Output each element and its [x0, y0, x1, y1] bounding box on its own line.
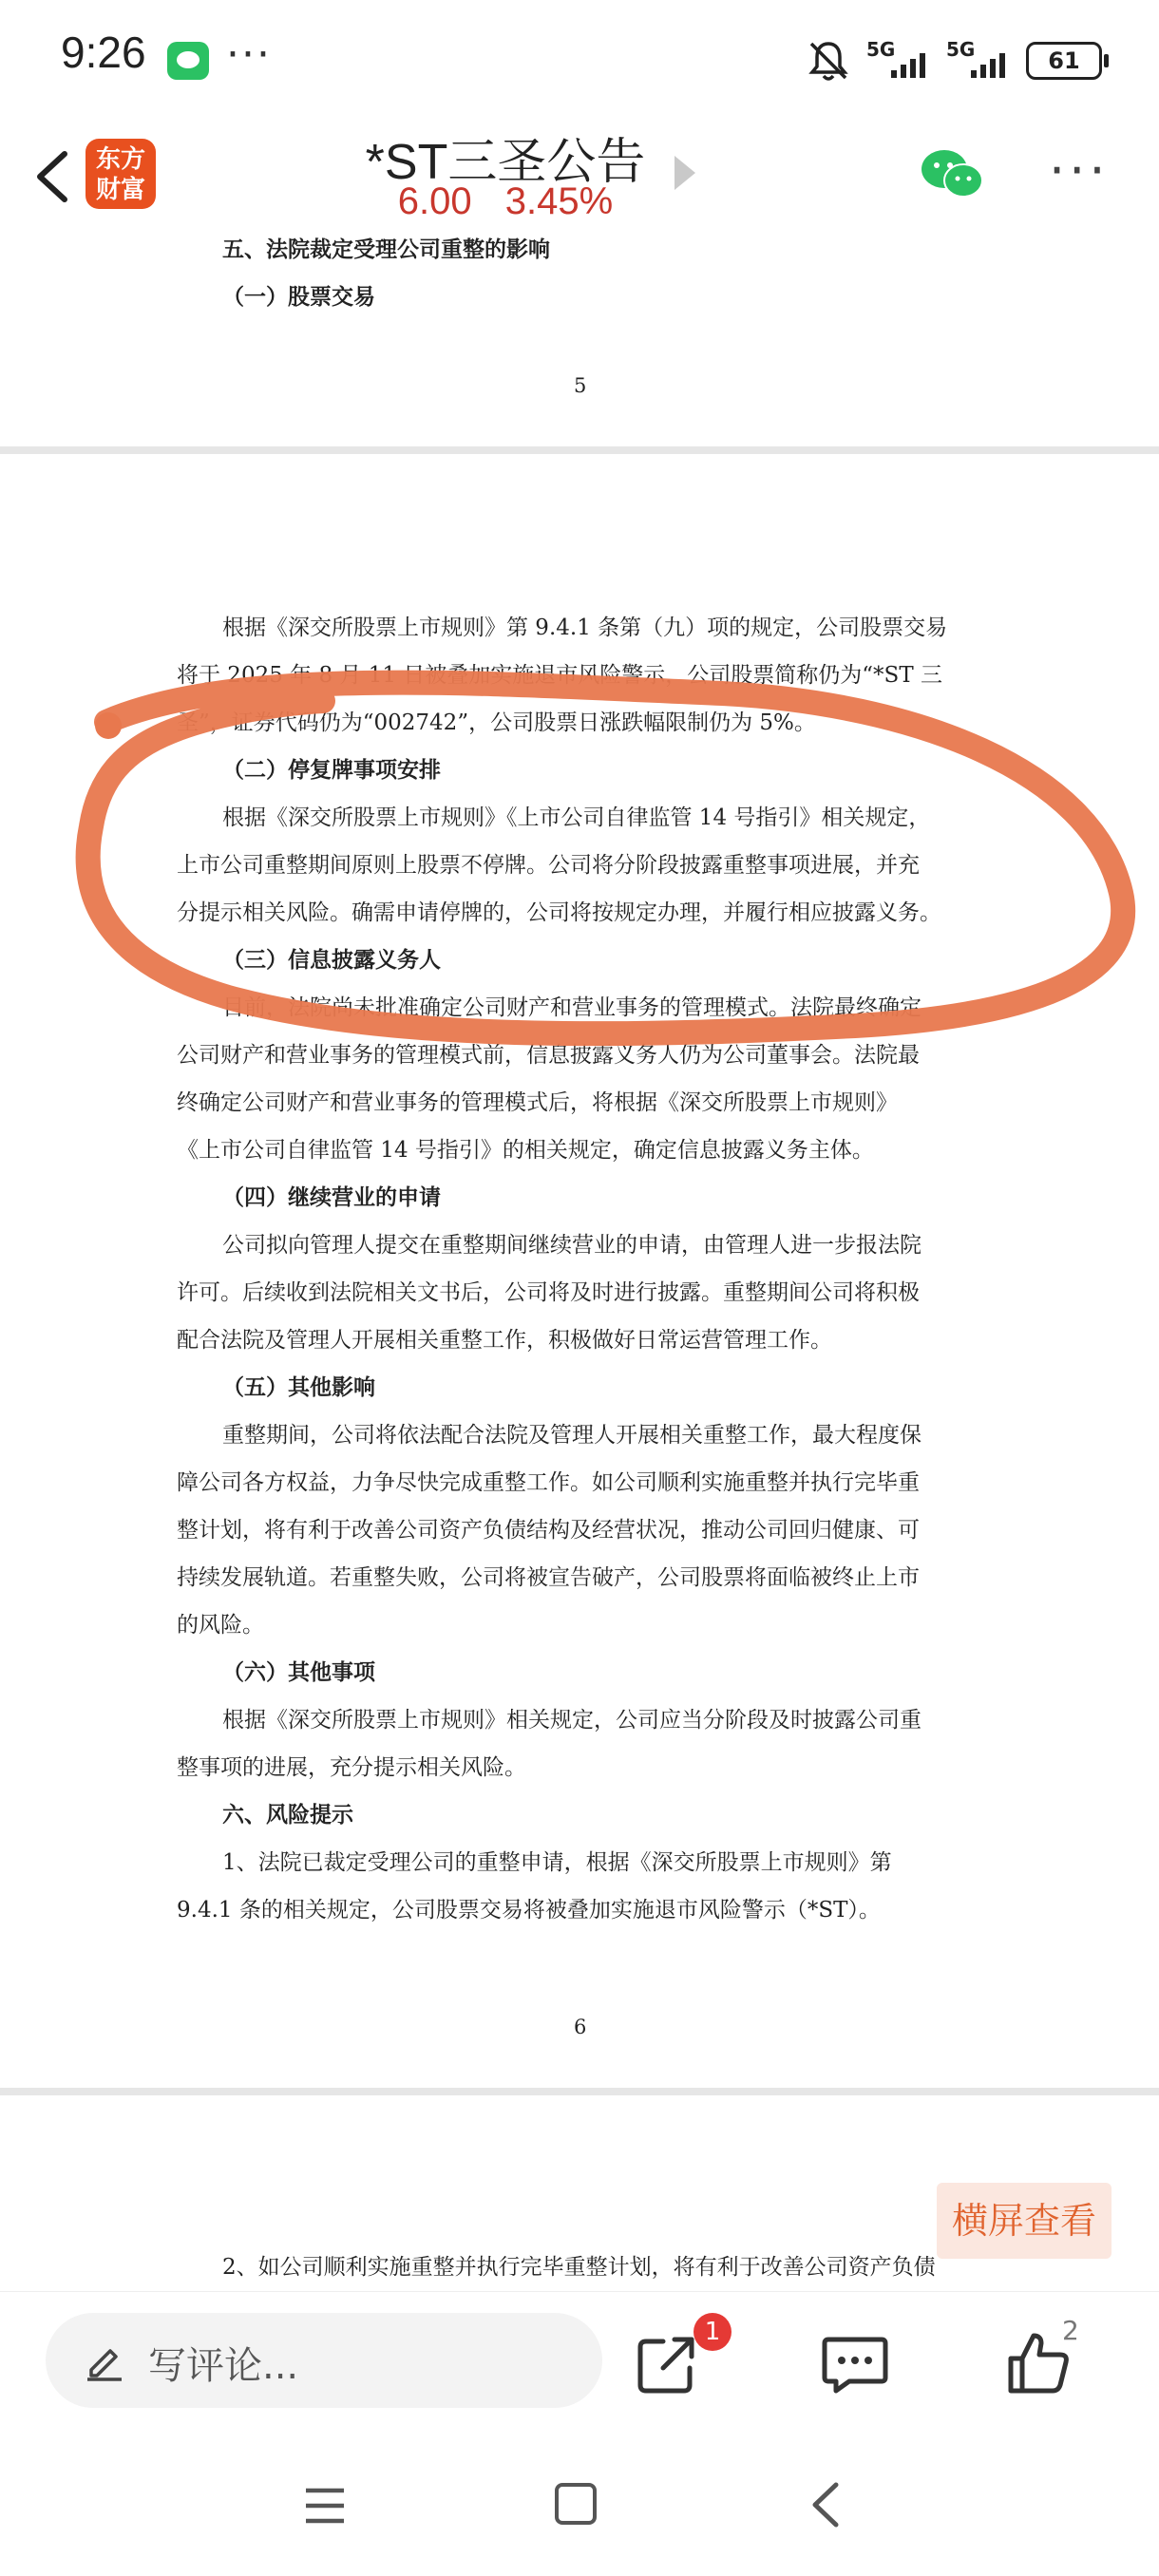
para7-line2: 9.4.1 条的相关规定，公司股票交易将被叠加实施退市风险警示（*ST）。	[177, 1898, 881, 1923]
system-nav-bar	[0, 2443, 1159, 2576]
para4-line2: 许可。后续收到法院相关文书后，公司将及时进行披露。重整期间公司将积极	[177, 1280, 920, 1305]
para3-line1: 目前，法院尚未批准确定公司财产和营业事务的管理模式。法院最终确定	[222, 995, 922, 1020]
para5-line4: 持续发展轨道。若重整失败，公司将被宣告破产，公司股票将面临被终止上市	[177, 1565, 920, 1590]
para6-line1: 根据《深交所股票上市规则》相关规定，公司应当分阶段及时披露公司重	[222, 1708, 922, 1733]
recent-apps-icon[interactable]	[302, 2485, 348, 2527]
section-heading-risk: 六、风险提示	[222, 1802, 353, 1828]
para2-line3: 分提示相关风险。确需申请停牌的，公司将按规定办理，并履行相应披露义务。	[177, 900, 941, 925]
para5-line2: 障公司各方权益，力争尽快完成重整工作。如公司顺利实施重整并执行完毕重	[177, 1470, 920, 1495]
signal-icon-1: 5G	[866, 36, 933, 85]
para7-line1: 1、法院已裁定受理公司的重整申请，根据《深交所股票上市规则》第	[222, 1850, 892, 1875]
comments-icon[interactable]	[821, 2334, 889, 2395]
page-title: *ST三圣公告	[365, 135, 646, 190]
para3-line3: 终确定公司财产和营业事务的管理模式后，将根据《深交所股票上市规则》	[177, 1090, 898, 1115]
para8-line1: 2、如公司顺利实施重整并执行完毕重整计划，将有利于改善公司资产负债	[222, 2255, 936, 2280]
page-separator	[0, 2088, 1159, 2095]
status-bar	[0, 0, 1159, 114]
play-triangle-icon[interactable]	[674, 156, 695, 190]
para5-line5: 的风险。	[177, 1613, 264, 1638]
para1-line3: 圣”，证券代码仍为“002742”，公司股票日涨跌幅限制仍为 5%。	[177, 710, 816, 735]
para1-line1: 根据《深交所股票上市规则》第 9.4.1 条第（九）项的规定，公司股票交易	[222, 616, 948, 640]
subheading-suspension: （二）停复牌事项安排	[222, 757, 441, 783]
nav-back-icon[interactable]	[806, 2481, 847, 2529]
comment-placeholder: 写评论...	[148, 2344, 299, 2388]
status-right	[804, 32, 1102, 89]
stock-price: 6.00	[397, 180, 472, 222]
status-time: 9:26	[61, 28, 146, 77]
bottom-action-bar	[0, 2291, 1159, 2444]
comment-input[interactable]	[46, 2313, 602, 2408]
share-icon[interactable]	[635, 2330, 701, 2396]
para4-line3: 配合法院及管理人开展相关重整工作，积极做好日常运营管理工作。	[177, 1328, 832, 1353]
stock-quote	[0, 180, 1011, 223]
signal-icon-2: 5G	[946, 36, 1013, 85]
battery-icon: 61	[1026, 42, 1102, 80]
home-icon[interactable]	[555, 2483, 597, 2525]
status-more: ···	[226, 30, 272, 79]
document-viewer[interactable]	[0, 237, 1159, 2289]
pencil-icon	[84, 2339, 125, 2381]
hand-drawn-circle-annotation	[0, 237, 1159, 2289]
para5-line1: 重整期间，公司将依法配合法院及管理人开展相关重整工作，最大程度保	[222, 1423, 922, 1448]
para5-line3: 整计划，将有利于改善公司资产负债结构及经营状况，推动公司回归健康、可	[177, 1518, 920, 1543]
more-menu-icon[interactable]: ···	[1049, 141, 1110, 200]
app-header	[0, 114, 1159, 237]
landscape-view-button[interactable]: 横屏查看	[937, 2183, 1112, 2259]
para3-line2: 公司财产和营业事务的管理模式前，信息披露义务人仍为公司董事会。法院最	[177, 1043, 920, 1068]
para2-line2: 上市公司重整期间原则上股票不停牌。公司将分阶段披露重整事项进展，并充	[177, 853, 920, 878]
subheading-other-matters: （六）其他事项	[222, 1659, 375, 1685]
share-count-badge: 1	[694, 2313, 732, 2351]
stock-change: 3.45%	[504, 180, 614, 222]
mute-icon	[804, 36, 853, 85]
like-count: 2	[1062, 2315, 1079, 2346]
section-heading-5: 五、法院裁定受理公司重整的影响	[222, 237, 550, 262]
subheading-disclosure: （三）信息披露义务人	[222, 947, 441, 973]
page-number-6: 6	[574, 2016, 587, 2038]
page-number-5: 5	[574, 374, 587, 397]
subheading-other-impact: （五）其他影响	[222, 1374, 375, 1400]
subheading-stock-trading: （一）股票交易	[222, 284, 375, 310]
para3-line4: 《上市公司自律监管 14 号指引》的相关规定，确定信息披露义务主体。	[177, 1138, 874, 1163]
para2-line1: 根据《深交所股票上市规则》《上市公司自律监管 14 号指引》相关规定，	[222, 805, 931, 830]
wechat-share-icon[interactable]	[918, 146, 986, 203]
wechat-icon	[167, 42, 209, 80]
app-logo[interactable]: 东方 财富	[86, 139, 156, 209]
subheading-continue-business: （四）继续营业的申请	[222, 1184, 441, 1210]
para6-line2: 整事项的进展，充分提示相关风险。	[177, 1755, 526, 1780]
page-separator	[0, 446, 1159, 454]
para4-line1: 公司拟向管理人提交在重整期间继续营业的申请，由管理人进一步报法院	[222, 1233, 922, 1258]
para1-line2: 将于 2025 年 8 月 11 日被叠加实施退市风险警示，公司股票简称仍为“*ST 三	[177, 663, 942, 688]
